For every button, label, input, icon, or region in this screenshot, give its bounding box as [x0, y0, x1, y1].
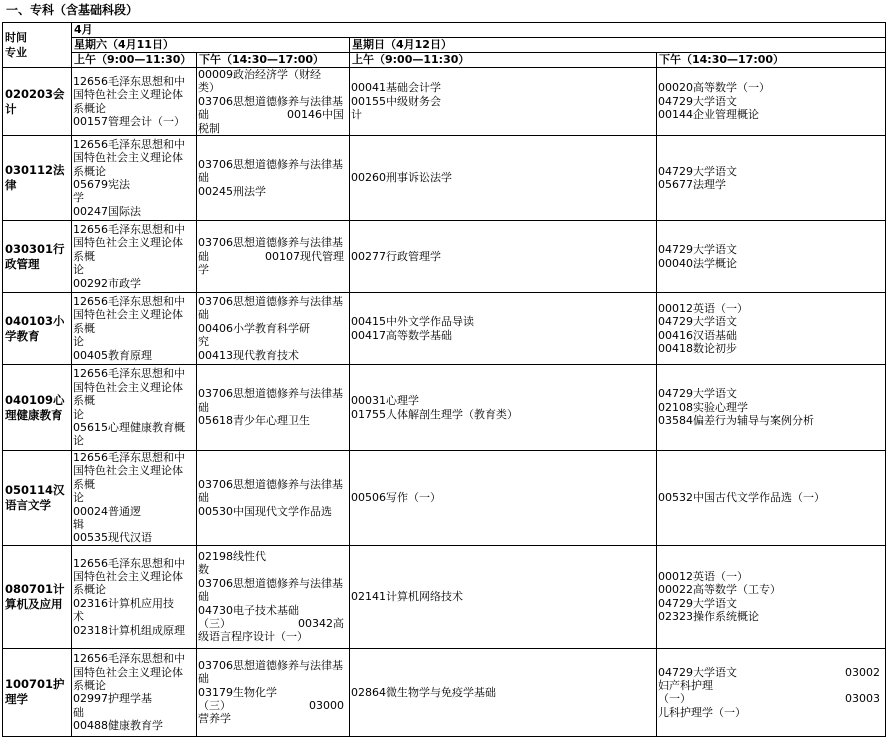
major-cell: 040103小学教育 — [3, 293, 72, 365]
course-line: 数 — [198, 563, 209, 577]
course-line — [658, 692, 884, 705]
sun-pm-cell — [657, 221, 886, 293]
course-line: 02318计算机组成原理 — [73, 623, 185, 637]
course-line: 系概 — [73, 249, 95, 263]
course-line: 础 — [198, 171, 209, 185]
sat-pm-cell — [197, 68, 350, 136]
exam-schedule — [2, 0, 885, 737]
course-line: 类） — [198, 81, 220, 95]
course-line: 00535现代汉语 — [73, 531, 152, 545]
corner-time: 时间 — [5, 31, 27, 44]
course-line: 国特色社会主义理论体 — [73, 236, 183, 250]
course-line: 04730电子技术基础 — [198, 603, 299, 617]
major-cell: 050114汉语言文学 — [3, 451, 72, 546]
course-line: 03706思想道德修养与法律基 — [198, 236, 343, 250]
course-line: 00245刑法学 — [198, 184, 266, 198]
sat-pm-cell — [197, 545, 350, 648]
saturday-header: 星期六（4月11日） — [72, 38, 350, 53]
course-line: 系概论 — [73, 583, 106, 597]
sat-pm-cell — [197, 365, 350, 451]
course-line: 12656毛泽东思想和中 — [73, 556, 185, 570]
course-line: 00532中国古代文学作品选（一） — [658, 491, 825, 505]
sun-pm-cell — [657, 451, 886, 546]
course-line: 12656毛泽东思想和中 — [73, 367, 185, 381]
course-line: 12656毛泽东思想和中 — [73, 451, 185, 465]
course-line: 础 — [198, 590, 209, 604]
sun-am-cell — [350, 68, 657, 136]
sun-pm-cell — [657, 648, 886, 736]
course-fragment: 00107现代管理 — [265, 249, 344, 263]
sun-pm-cell — [657, 545, 886, 648]
course-line: 系概 — [73, 477, 95, 491]
course-line: 系概 — [73, 321, 95, 335]
course-line: 国特色社会主义理论体 — [73, 570, 183, 584]
table-row — [3, 68, 886, 136]
course-line: 础 — [73, 705, 84, 719]
course-line: 00020高等数学（一） — [658, 81, 770, 95]
course-line: 00012英语（一） — [658, 301, 748, 315]
table-row — [3, 293, 886, 365]
course-line: 术 — [73, 610, 84, 624]
sun-am-cell — [350, 451, 657, 546]
sat-pm-cell — [197, 136, 350, 221]
course-line: 00530中国现代文学作品选 — [198, 504, 332, 518]
course-fragment: 础 — [198, 249, 209, 263]
course-line: 02316计算机应用技 — [73, 596, 174, 610]
major-cell: 030112法律 — [3, 136, 72, 221]
course-line: 00155中级财务会 — [351, 94, 441, 108]
course-line: 04729大学语文 — [658, 94, 737, 108]
course-line: 国特色社会主义理论体 — [73, 88, 183, 102]
course-line: 础 — [198, 308, 209, 322]
sun-pm-cell — [657, 136, 886, 221]
course-line — [198, 699, 348, 712]
course-line: 05618青少年心理卫生 — [198, 414, 310, 428]
course-line: 00012英语（一） — [658, 570, 748, 584]
course-line: 00022高等数学（工专） — [658, 583, 781, 597]
corner-major: 专业 — [5, 46, 27, 59]
sun-am-cell — [350, 648, 657, 736]
course-line — [198, 617, 348, 630]
course-line: 00031心理学 — [351, 394, 419, 408]
course-fragment: （三） — [198, 699, 231, 713]
course-line: 儿科护理学（一） — [658, 705, 746, 719]
sunday-header: 星期日（4月12日） — [350, 38, 886, 53]
course-line: 03706思想道德修养与法律基 — [198, 576, 343, 590]
course-line: 辑 — [73, 518, 84, 532]
course-line: 03584偏差行为辅导与案例分析 — [658, 414, 814, 428]
course-line: 03706思想道德修养与法律基 — [198, 658, 343, 672]
sat-pm-header: 下午（14:30—17:00） — [197, 53, 350, 68]
course-line: 03706思想道德修养与法律基 — [198, 387, 343, 401]
course-line: 00041基础会计学 — [351, 81, 441, 95]
course-line: 级语言程序设计（一） — [198, 630, 308, 644]
course-line: 计 — [351, 108, 362, 122]
course-line: 00415中外文学作品导读 — [351, 315, 474, 329]
course-line — [658, 666, 884, 679]
course-line: 论 — [73, 407, 84, 421]
course-line: 论 — [73, 491, 84, 505]
course-line: 国特色社会主义理论体 — [73, 380, 183, 394]
course-line: 论 — [73, 434, 84, 448]
course-line: 00418数论初步 — [658, 341, 737, 355]
course-line: 12656毛泽东思想和中 — [73, 295, 185, 309]
sun-pm-cell — [657, 365, 886, 451]
table-row — [3, 136, 886, 221]
sat-am-cell — [72, 648, 197, 736]
course-line: 12656毛泽东思想和中 — [73, 137, 185, 151]
sat-am-cell — [72, 136, 197, 221]
course-fragment: 03003 — [845, 692, 881, 706]
course-line: 04729大学语文 — [658, 387, 737, 401]
course-line: 02108实验心理学 — [658, 400, 748, 414]
course-line: 论 — [73, 263, 84, 277]
sun-am-cell — [350, 221, 657, 293]
course-line: 00405教育原理 — [73, 348, 152, 362]
major-cell: 030301行政管理 — [3, 221, 72, 293]
course-fragment: 00342高 — [298, 616, 344, 630]
course-line: 00247国际法 — [73, 204, 141, 218]
course-line: 00277行政管理学 — [351, 249, 441, 263]
course-line: 02141计算机网络技术 — [351, 590, 463, 604]
course-line: 04729大学语文 — [658, 596, 737, 610]
course-line: 础 — [198, 672, 209, 686]
sat-pm-cell — [197, 293, 350, 365]
course-line: 00506写作（一） — [351, 491, 441, 505]
sat-am-cell — [72, 545, 197, 648]
table-row — [3, 451, 886, 546]
course-line: 00040法学概论 — [658, 256, 737, 270]
course-line: 02864微生物学与免疫学基础 — [351, 685, 496, 699]
course-fragment: 03002 — [845, 665, 881, 679]
course-line: 12656毛泽东思想和中 — [73, 652, 185, 666]
course-line: 税制 — [198, 121, 220, 135]
course-line: 01755人体解剖生理学（教育类） — [351, 407, 518, 421]
course-line: 00413现代教育技术 — [198, 348, 299, 362]
course-fragment: 础 — [198, 108, 209, 122]
sat-am-cell — [72, 451, 197, 546]
course-line: 04729大学语文 — [658, 315, 737, 329]
table-row — [3, 365, 886, 451]
course-line: 国特色社会主义理论体 — [73, 151, 183, 165]
course-line: 00009政治经济学（财经 — [198, 68, 321, 81]
course-line: 02198线性代 — [198, 549, 266, 563]
course-fragment: 03000 — [309, 699, 344, 713]
sun-am-cell — [350, 545, 657, 648]
course-line: 00144企业管理概论 — [658, 108, 759, 122]
course-line: 00157管理会计（一） — [73, 114, 185, 128]
course-line: 学 — [73, 191, 84, 205]
course-line: 系概论 — [73, 678, 106, 692]
course-line: 05677法理学 — [658, 178, 726, 192]
course-line: 国特色社会主义理论体 — [73, 464, 183, 478]
sun-pm-cell — [657, 68, 886, 136]
sat-pm-cell — [197, 221, 350, 293]
course-line: 学 — [198, 263, 209, 277]
section-title: 一、专科（含基础科段） — [6, 3, 139, 17]
course-line: 国特色社会主义理论体 — [73, 665, 183, 679]
course-line: 系概论 — [73, 164, 106, 178]
course-line: 02997护理学基 — [73, 692, 152, 706]
course-line: 03706思想道德修养与法律基 — [198, 94, 343, 108]
course-line — [198, 108, 348, 121]
course-line: 12656毛泽东思想和中 — [73, 74, 185, 88]
course-line: 营养学 — [198, 712, 231, 726]
sun-am-header: 上午（9:00—11:30） — [350, 53, 657, 68]
month-header: 4月 — [72, 23, 886, 38]
course-line: 03706思想道德修养与法律基 — [198, 157, 343, 171]
course-line: 究 — [198, 335, 209, 349]
course-line: 00292市政学 — [73, 276, 141, 290]
course-line: 04729大学语文 — [658, 243, 737, 257]
table-row — [3, 221, 886, 293]
table-row — [3, 545, 886, 648]
course-line: 00488健康教育学 — [73, 719, 163, 733]
sun-am-cell — [350, 293, 657, 365]
course-line: 系概论 — [73, 101, 106, 115]
sat-am-header: 上午（9:00—11:30） — [72, 53, 197, 68]
course-line: 妇产科护理 — [658, 678, 713, 692]
sun-am-cell — [350, 365, 657, 451]
course-line: 础 — [198, 400, 209, 414]
sun-pm-cell — [657, 293, 886, 365]
course-line: 03706思想道德修养与法律基 — [198, 477, 343, 491]
course-line: 03706思想道德修养与法律基 — [198, 295, 343, 309]
course-line: 12656毛泽东思想和中 — [73, 223, 185, 237]
course-line: 00406小学教育科学研 — [198, 321, 310, 335]
course-line: 05615心理健康教育概 — [73, 420, 185, 434]
course-line: 国特色社会主义理论体 — [73, 308, 183, 322]
course-fragment: （一） — [658, 692, 691, 706]
major-cell: 040109心理健康教育 — [3, 365, 72, 451]
course-fragment: 04729大学语文 — [658, 665, 737, 679]
sat-am-cell — [72, 365, 197, 451]
sat-am-cell — [72, 293, 197, 365]
course-line — [198, 250, 348, 263]
major-cell: 080701计算机及应用 — [3, 545, 72, 648]
course-line: 00260刑事诉讼法学 — [351, 171, 452, 185]
sun-am-cell — [350, 136, 657, 221]
course-line: 00417高等数学基础 — [351, 328, 452, 342]
course-line: 论 — [73, 335, 84, 349]
sat-pm-cell — [197, 648, 350, 736]
course-line: 00416汉语基础 — [658, 328, 737, 342]
sat-am-cell — [72, 68, 197, 136]
course-fragment: 00146中国 — [287, 108, 344, 122]
course-line: 系概 — [73, 394, 95, 408]
course-line: 00024普通逻 — [73, 504, 141, 518]
course-line: 05679宪法 — [73, 178, 130, 192]
major-cell: 100701护理学 — [3, 648, 72, 736]
table-row — [3, 648, 886, 736]
course-fragment: （三） — [198, 616, 231, 630]
corner-header — [3, 23, 72, 68]
course-line: 03179生物化学 — [198, 685, 277, 699]
sat-pm-cell — [197, 451, 350, 546]
course-line: 04729大学语文 — [658, 164, 737, 178]
schedule-table — [2, 22, 886, 737]
sat-am-cell — [72, 221, 197, 293]
major-cell: 020203会计 — [3, 68, 72, 136]
sun-pm-header: 下午（14:30—17:00） — [657, 53, 886, 68]
course-line: 02323操作系统概论 — [658, 610, 759, 624]
course-line: 础 — [198, 491, 209, 505]
